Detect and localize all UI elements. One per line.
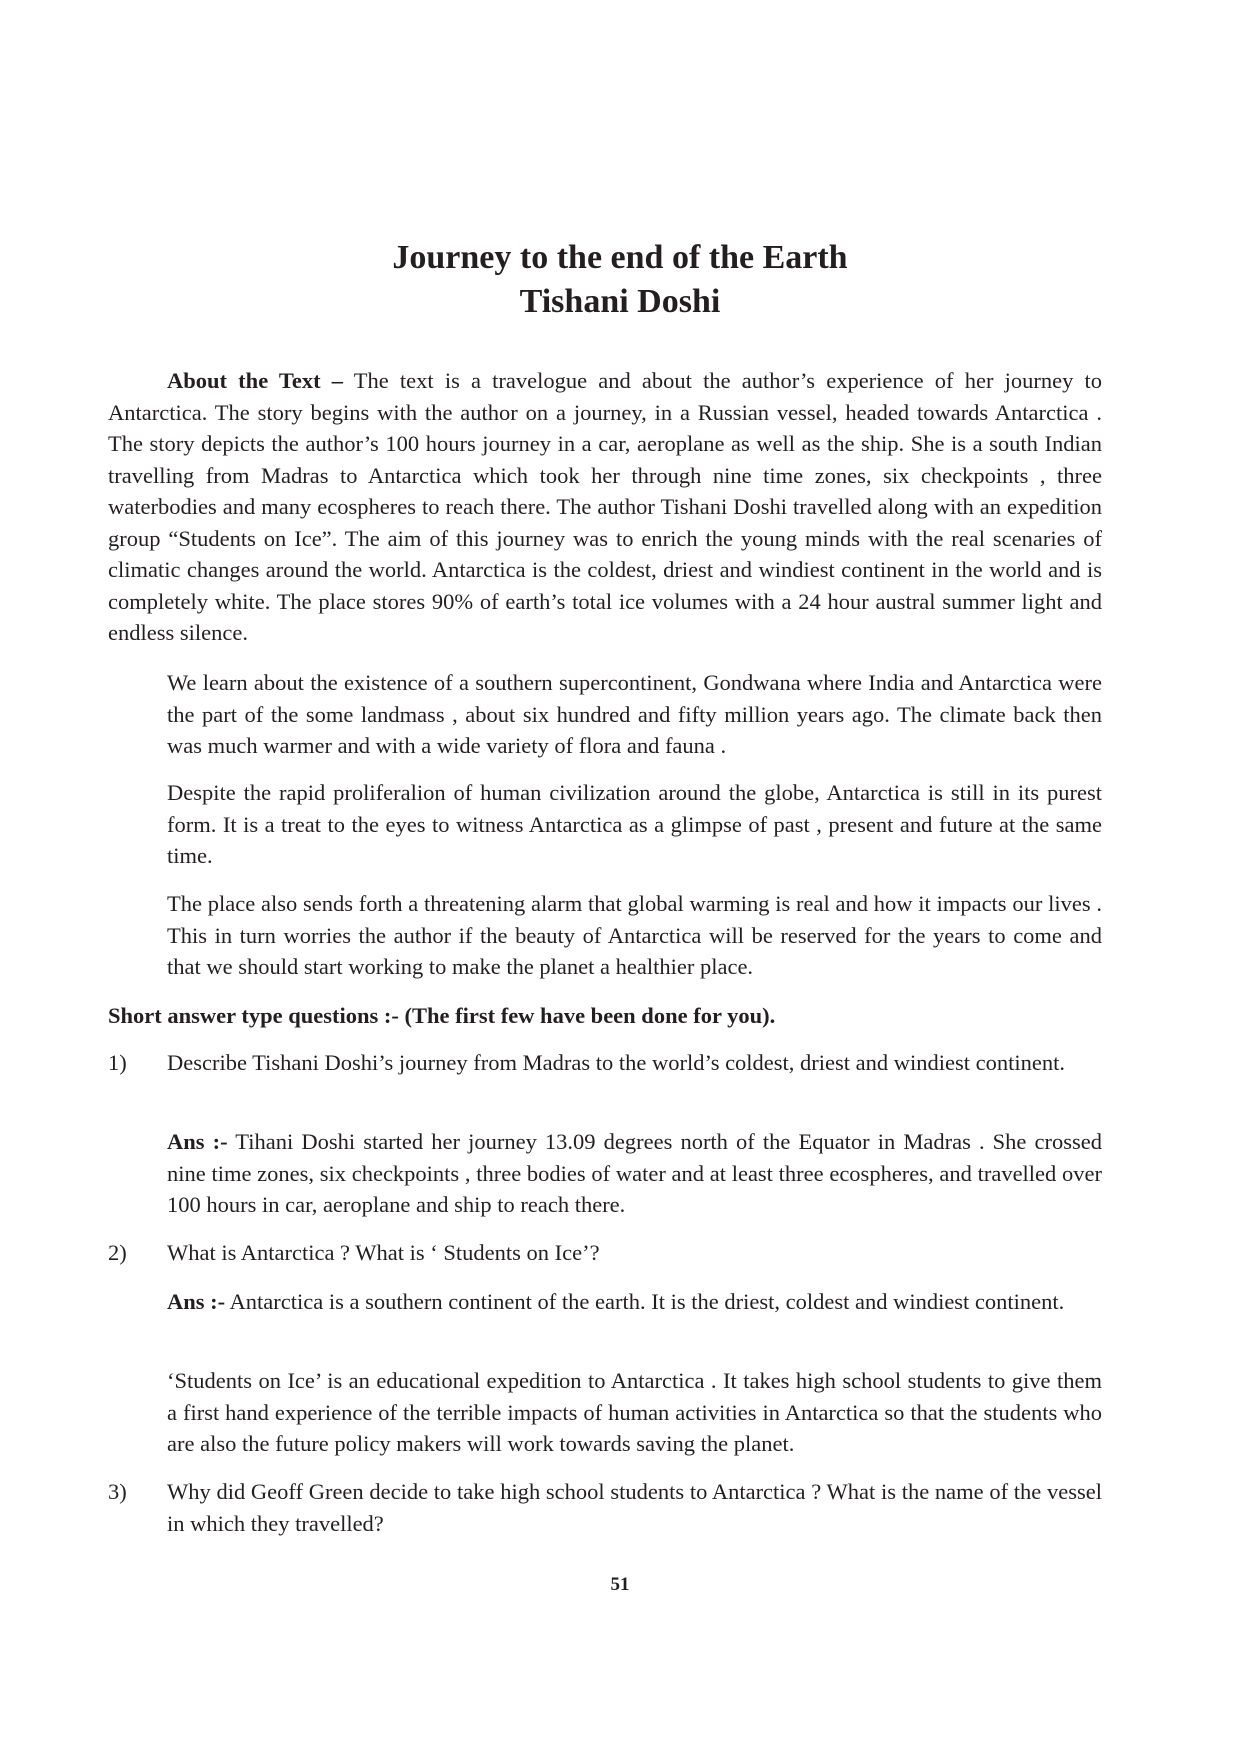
page-title: Journey to the end of the Earth	[392, 239, 848, 276]
question-number: 2)	[108, 1240, 127, 1265]
about-label: About the Text –	[167, 368, 344, 393]
answer-text: Tihani Doshi started her journey 13.09 degrees north of the Equator in Madras . She crossed nine time zones, six checkpoints , three bodies of water and at least three ecospheres, and travelled over 100 hours in car, aeroplane and ship to reach there.	[167, 1129, 1102, 1217]
answer-paragraph	[167, 1126, 1102, 1221]
answer-paragraph-students-on-ice: ‘Students on Ice’ is an educational expedition to Antarctica . It takes high school students to give them a first hand experience of the terrible impacts of human activities in Antarctica so that the students who are also the future policy makers will work towards saving the planet.	[167, 1368, 1102, 1456]
question-number: 3)	[108, 1479, 127, 1504]
question-text: Describe Tishani Doshi’s journey from Madras to the world’s coldest, driest and windiest continent.	[167, 1050, 1066, 1075]
paragraph-global-warming: The place also sends forth a threatening alarm that global warming is real and how it impacts our lives . This in turn worries the author if the beauty of Antarctica will be reserved for the years to come and that we should start working to make the planet a healthier place.	[167, 891, 1102, 979]
author-name: Tishani Doshi	[519, 283, 721, 320]
paragraph-purest-form: Despite the rapid proliferalion of human civilization around the globe, Antarctica is still in its purest form. It is a treat to the eyes to witness Antarctica as a glimpse of past , present and future at the same time.	[167, 780, 1102, 868]
question-text: Why did Geoff Green decide to take high school students to Antarctica ? What is the name of the vessel in which they travelled?	[167, 1479, 1102, 1536]
paragraph-gondwana: We learn about the existence of a southern supercontinent, Gondwana where India and Antarctica were the part of the some landmass , about six hundred and fifty million years ago. The climate back then was much warmer and with a wide variety of flora and fauna .	[167, 670, 1102, 758]
about-text: The text is a travelogue and about the author’s experience of her journey to Antarctica. The story begins with the author on a journey, in a Russian vessel, headed towards Antarctica . The story depicts the author’s 100 hours journey in a car, aeroplane as well as the ship. She is a south Indian travelling from Madras to Antarctica which took her through nine time zones, six checkpoints , three waterbodies and many ecospheres to reach there. The author Tishani Doshi travelled along with an expedition group “Students on Ice”. The aim of this journey was to enrich the young minds with the real scenaries of climatic changes around the world. Antarctica is the coldest, driest and windiest continent in the world and is completely white. The place stores 90% of earth’s total ice volumes with a 24 hour austral summer light and endless silence.	[108, 368, 1102, 645]
answer-label: Ans :-	[167, 1129, 228, 1154]
about-the-text-paragraph	[108, 365, 1102, 649]
question-number: 1)	[108, 1050, 127, 1075]
answer-label: Ans :-	[167, 1289, 226, 1314]
questions-heading: Short answer type questions :- (The first few have been done for you).	[108, 1003, 776, 1028]
question-text: What is Antarctica ? What is ‘ Students on Ice’?	[167, 1240, 600, 1265]
page-number: 51	[610, 1574, 630, 1595]
answer-paragraph	[167, 1286, 1102, 1318]
answer-text: Antarctica is a southern continent of the earth. It is the driest, coldest and windiest continent.	[225, 1289, 1065, 1314]
